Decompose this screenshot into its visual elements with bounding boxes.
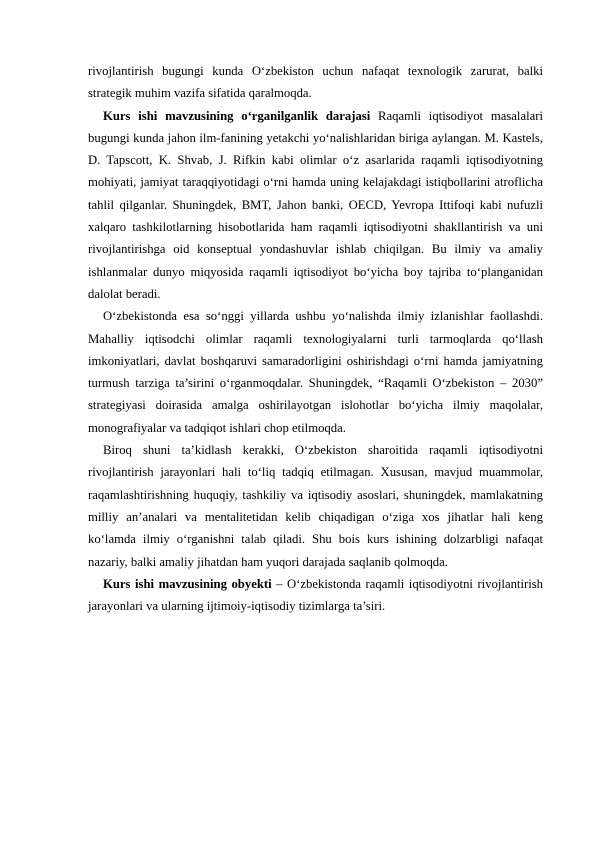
paragraph-object xyxy=(88,573,543,618)
paragraph-text: Biroq shuni ta’kidlash kerakki, O‘zbekiston sharoitida raqamli iqtisodiyotni rivojlantirish jarayonlari hali to‘liq tadqiq etilmagan. Xususan, mavjud muammolar, raqamlashtirishning huquqiy, tashkiliy va iqtisodiy asoslari, shuningdek, mamlakatning milliy an’analari va mentalitetidan kelib chiqadigan o‘ziga xos jihatlar hali keng ko‘lamda ilmiy o‘rganishni talab qiladi. Shu bois kurs ishining dolzarbligi nafaqat nazariy, balki amaliy jihatdan ham yuqori darajada saqlanib qolmoqda. xyxy=(88,443,543,569)
paragraph-heading: Kurs ishi mavzusining o‘rganilganlik darajasi xyxy=(103,108,371,123)
paragraph-text: O‘zbekistonda esa so‘nggi yillarda ushbu yo‘nalishda ilmiy izlanishlar faollashdi. Mahalliy iqtisodchi olimlar raqamli texnologiyalarni turli tarmoqlarda qo‘llash imkoniyatlari, davlat boshqaruvi samaradorligini oshirishdagi o‘rni hamda jamiyatning turmush tarziga ta’sirini o‘rganmoqdalar. Shuningdek, “Raqamli O‘zbekiston – 2030” strategiyasi doirasida amalga oshirilayotgan islohotlar bo‘yicha ilmiy maqolalar, monografiyalar va tadqiqot ishlari chop etilmoqda. xyxy=(88,309,543,435)
paragraph-text: Raqamli iqtisodiyot masalalari bugungi kunda jahon ilm-fanining yetakchi yo‘nalishlaridan biriga aylangan. M. Kastels, D. Tapscott, K. Shvab, J. Rifkin kabi olimlar o‘z asarlarida raqamli iqtisodiyotning mohiyati, jamiyat taraqqiyotidagi o‘rni hamda uning kelajakdagi istiqbollarini atroflicha tahlil qilganlar. Shuningdek, BMT, Jahon banki, OECD, Yevropa Ittifoqi kabi nufuzli xalqaro tashkilotlarning hisobotlarida ham raqamli iqtisodiyotni shakllantirish va uni rivojlantirishga oid konseptual yondashuvlar ishlab chiqilgan. Bu ilmiy va amaliy ishlanmalar dunyo miqyosida raqamli iqtisodiyot bo‘yicha boy tajriba to‘planganidan dalolat beradi. xyxy=(88,108,543,301)
paragraph-study-level xyxy=(88,105,543,306)
paragraph-text: rivojlantirish bugungi kunda O‘zbekiston uchun nafaqat texnologik zarurat, balki strategik muhim vazifa sifatida qaralmoqda. xyxy=(88,64,543,101)
paragraph-heading: Kurs ishi mavzusining obyekti xyxy=(103,576,272,591)
paragraph-intro-continuation xyxy=(88,60,543,105)
paragraph-text: – O‘zbekistonda raqamli iqtisodiyotni rivojlantirish jarayonlari va ularning ijtimoiy-iqtisodiy tizimlarga ta’siri. xyxy=(88,576,543,614)
document-page xyxy=(88,60,543,617)
paragraph-uzbekistan-research xyxy=(88,305,543,439)
paragraph-relevance xyxy=(88,439,543,573)
